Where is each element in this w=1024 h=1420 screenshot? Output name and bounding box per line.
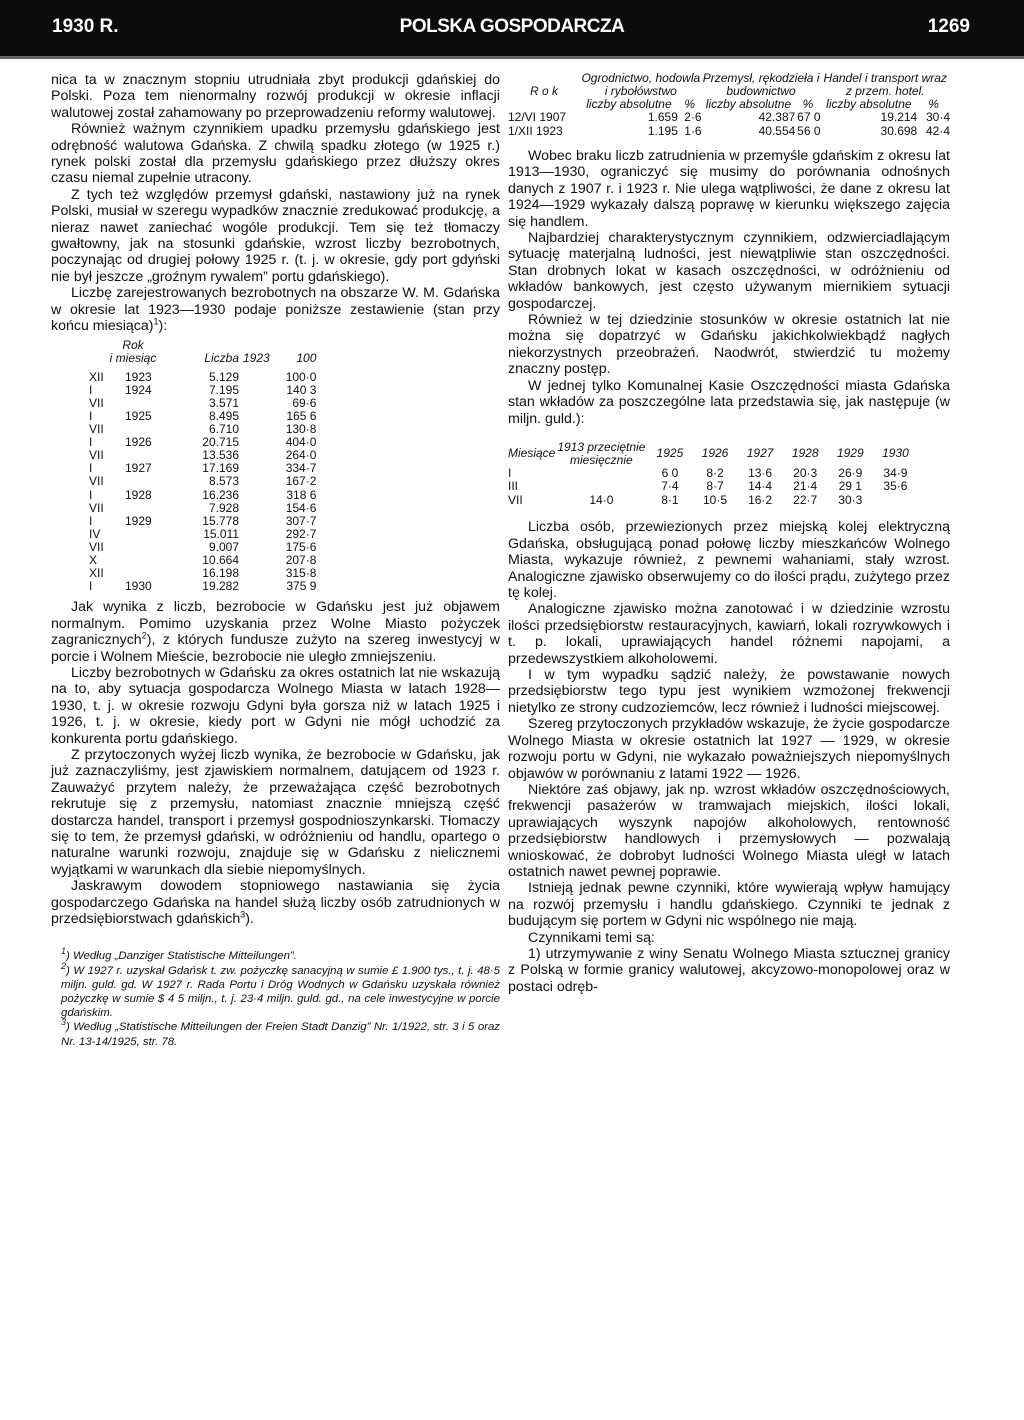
table-cell: 165 6 [286, 408, 317, 423]
col-miesiace: Miesiące [508, 446, 556, 461]
table-cell: XII [89, 369, 104, 384]
table-cell: 16·2 [748, 492, 773, 507]
table-cell: 42.387 [758, 110, 796, 124]
table-cell: 29 1 [838, 479, 862, 494]
table-cell: 1/XII 1923 [508, 123, 563, 138]
table-row [89, 489, 316, 502]
footnotes [61, 946, 500, 1048]
table-cell: VII [89, 539, 104, 554]
col-year: 1925 [656, 446, 684, 461]
table-row [89, 410, 316, 423]
footnote: $^2$) W 1927 r. uzyskał Gdańsk t. zw. pożyczkę sanacyjną w sumie £ 1.900 tys., t. j. 48·5 miljn. guld. gd. W 1927 r. Rada Portu i Dróg Wodnych w Gdańsku uzyskała również pożyczkę w sumie $ 4 5 miljn., t. j. 23·4 miljn. guld. gd., na cele inwestycyjne w porcie gdańskim. [61, 960, 500, 1020]
table-cell: 8·7 [706, 479, 724, 494]
table-cell: 375 9 [286, 579, 317, 594]
table-row [89, 475, 316, 488]
table-row [508, 480, 918, 494]
table-row [89, 462, 316, 475]
unemployment-table [89, 339, 316, 594]
footnote-ref: 3 [240, 909, 246, 920]
paragraph: I w tym wypadku sądzić należy, że powstawanie nowych przedsiębiorstw tego typu jest wynikiem wzmożonej frekwencji nietylko ze strony cudzoziemców, lecz również i ludności miejscowej. [508, 667, 950, 716]
table-cell: 1923 [125, 369, 152, 384]
paragraph: 1) utrzymywanie z winy Senatu Wolnego Miasta sztucznej granicy z Polską w formie granicy walutowej, akcyzowo-monopolowej oraz w postaci odręb- [508, 945, 950, 995]
paragraph: Z przytoczonych wyżej liczb wynika, że bezrobocie w Gdańsku, jak już zaznaczyliśmy, jest zjawiskiem normalnem, datującem od 1923 r. Zauważyć przytem należy, że przeważająca część bezrobotnych rekrutuje się z przemysłu, natomiast znacznie mniejszą część dostarcza handel, transport i przemysł gospodnioszynkarski. Tłomaczy się to tem, że przemysł gdański, w odróżnieniu od handlu, opartego o naturalne warunki rozwoju, znajduje się w Gdańsku z nielicznemi wyjątkami w warunkach dla siebie niepomyślnych. [51, 746, 500, 878]
table-cell: 7.195 [208, 382, 239, 397]
table-cell: 7·4 [661, 479, 679, 494]
table-row [508, 467, 918, 481]
table-cell: 1927 [125, 461, 152, 476]
table-cell: 12/VI 1907 [508, 110, 567, 124]
col-year: 1927 [746, 446, 774, 461]
table-cell: III [508, 479, 519, 494]
table-cell: VII [89, 422, 104, 437]
table-cell: 1925 [125, 408, 152, 423]
paragraph: Istnieją jednak pewne czynniki, które wywierają wpływ hamujący na rozwój przemysłu i handlu gdańskiego. Czynniki te jednak z budującym się portem w Gdyni nic wspólnego nie mają. [508, 880, 950, 930]
col-liczba: Liczba [204, 350, 239, 365]
col-pct: % [684, 97, 696, 111]
table-cell: 1929 [125, 513, 152, 528]
table-cell: 34·9 [883, 465, 908, 480]
footnote: $^3$) Według „Statistische Mitteilungen der Freien Stadt Danzig” Nr. 1/1922, str. 3 i 5 oraz Nr. 13-14/1925, str. 78. [61, 1017, 500, 1048]
right-column [508, 72, 950, 995]
table-cell: 404·0 [285, 435, 317, 450]
col-rok: R o k [529, 84, 558, 98]
table-cell: 9.007 [208, 539, 239, 554]
table-cell: 264·0 [285, 448, 317, 463]
table-cell: VII [508, 492, 523, 507]
table-cell: I [508, 465, 512, 480]
table-row [89, 384, 316, 397]
table-row [89, 515, 316, 528]
paragraph: Również w tej dziedzinie stosunków w okresie ostatnich lat nie można się dopatrzyć w Gdańsku jakichkolwiekbądź nagłych niekorzystnych przeobrażeń. Naodwrót, stwierdzić tu możemy znaczny postęp. [508, 312, 950, 378]
col-1913: 1913 przeciętnie miesięcznie [557, 439, 646, 467]
col-ogrodnictwo: Ogrodnictwo, hodowla i rybołówstwo [581, 71, 701, 98]
col-pct: % [928, 97, 939, 111]
paragraph: Szereg przytoczonych przykładów wskazuje, że życie gospodarcze Wolnego Miasta w okresie ostatnich lat 1927 — 1929, w okresie rozwoju portu w Gdyni, nie wykazało poważniejszych niepomyślnych objawów w porównaniu z latami 1922 — 1926. [508, 716, 950, 782]
table-cell: 1924 [125, 382, 152, 397]
table-cell: 15.778 [202, 513, 239, 528]
employment-table [508, 72, 950, 138]
table-cell: 20·3 [793, 465, 818, 480]
table-cell: 8·2 [706, 465, 724, 480]
table-cell: VII [89, 474, 104, 489]
table-row [89, 371, 316, 384]
table-cell: 13·6 [748, 465, 773, 480]
paragraph: Najbardziej charakterystycznym czynnikiem, odzwierciadlającym sytuację materjalną ludności, jest niewątpliwie stan oszczędności. Stan drobnych lokat w kasach oszczędności, w odróżnieniu od wkładów bankowych, jest często używanym miernikiem sytuacji gospodarczej. [508, 230, 950, 312]
paragraph: Wobec braku liczb zatrudnienia w przemyśle gdańskim z okresu lat 1913—1930, ograniczyć się musimy do porównania odnośnych danych z 1907 r. i 1923 r. Nie ulega wątpliwości, że dane z okresu lat 1924—1929 wykazały dalszą poprawę w kierunku większego zajęcia się handlem. [508, 148, 950, 230]
table-cell: 8.495 [208, 408, 239, 423]
paragraph: Liczbę zarejestrowanych bezrobotnych na obszarze W. M. Gdańska w okresie lat 1923—1930 podaje poniższe zestawienie (stan przy końcu miesiąca)$^1$): [51, 285, 500, 335]
table-cell [873, 494, 918, 508]
table-cell: 10·5 [702, 492, 728, 507]
col-year: 1929 [836, 446, 864, 461]
year-label: 1930 R. [52, 16, 119, 37]
table-cell: 16.198 [202, 566, 239, 581]
header-divider [0, 56, 1024, 59]
paragraph: Liczby bezrobotnych w Gdańsku za okres ostatnich lat nie wskazują na to, aby sytuacja gospodarcza Wolnego Miasta w latach 1928—1930, t. j. w okresie rozwoju Gdyni była gorsza niż w latach 1925 i 1926, t. j. w okresie, kiedy port w Gdyni nie mógł uchodzić za konkurenta portu gdańskiego. [51, 664, 500, 747]
table-cell: I [89, 408, 93, 423]
table-cell: 1·6 [684, 123, 702, 138]
footnote: $^1$) Według „Danziger Statistische Mitteilungen”. [61, 946, 297, 963]
table-cell: 1928 [125, 487, 152, 502]
table-cell: 14·0 [589, 492, 614, 507]
table-cell [125, 554, 177, 567]
table-cell: 7.928 [208, 500, 239, 515]
col-liczby: liczby absolutne [586, 97, 672, 111]
paragraph: Z tych też względów przemysł gdański, nastawiony już na rynek Polski, musiał w szeregu wypadków znacznie zredukować produkcję, a nieraz nawet zaniechać wogóle produkcji. Tem się też tłomaczy gwałtowny, jak na stosunki gdańskie, wzrost liczby bezrobotnych, poczynając od drugiej połowy 1925 r. (t. j. w okresie, gdy port gdyński nie był jeszcze „groźnym rywalem” portu gdańskiego). [51, 186, 500, 285]
table-cell: 175·6 [285, 539, 317, 554]
table-cell: IV [89, 526, 101, 541]
table-cell: 307·7 [285, 513, 317, 528]
left-column [51, 72, 500, 1049]
table-cell: 35·6 [883, 479, 908, 494]
col-liczby: liczby absolutne [705, 97, 792, 111]
table-cell: 56 0 [797, 123, 821, 138]
table-cell: 167·2 [285, 474, 317, 489]
col-year: 1928 [791, 446, 819, 461]
paragraph: nica ta w znacznym stopniu utrudniała zbyt produkcji gdańskiej do Polski. Poza tem nienormalny rozwój produkcji w okresie inflacji walutowej został zahamowany po przeprowadzeniu reformy walutowej. [51, 72, 500, 121]
table-cell: 69·6 [292, 395, 317, 410]
table-cell: 15.011 [203, 526, 239, 541]
table-cell: 207·8 [285, 553, 317, 567]
page-header [0, 0, 1024, 56]
table-cell: 67 0 [797, 110, 821, 124]
table-cell: 3.571 [208, 395, 239, 410]
footnote-ref: 1 [153, 316, 159, 327]
table-cell: 21·4 [793, 479, 818, 494]
table-cell: I [89, 382, 93, 397]
table-cell: I [89, 461, 93, 476]
col-year: 1926 [701, 446, 729, 461]
table-cell: 100·0 [285, 369, 317, 384]
table-row [508, 111, 950, 125]
col-liczby: liczby absolutne [826, 97, 912, 111]
table-cell: 42·4 [925, 123, 950, 138]
table-cell: 1.195 [647, 123, 678, 138]
table-cell: 130·8 [285, 422, 317, 437]
table-row [89, 397, 316, 410]
table-cell: 292·7 [285, 526, 317, 541]
table-cell [555, 467, 647, 481]
table-cell [555, 480, 647, 494]
table-cell: 22·7 [793, 492, 818, 507]
table-cell: VII [89, 448, 104, 463]
table-cell: I [89, 579, 93, 594]
table-row [508, 125, 950, 139]
table-cell: 8·1 [661, 492, 679, 507]
table-cell: 40.554 [758, 123, 796, 138]
table-cell: 19.282 [202, 579, 239, 594]
journal-title: POLSKA GOSPODARCZA [399, 16, 625, 37]
table-cell: VII [89, 500, 104, 515]
paragraph: Czynnikami temi są: [528, 929, 655, 946]
page-number: 1269 [927, 16, 970, 37]
paragraph: Również ważnym czynnikiem upadku przemysłu gdańskiego jest odrębność walutowa Gdańska. Z chwilą spadku złotego (w 1925 r.) rynek polski został dla przemysłu gdańskiego przez dłuższy okres czasu niemal zupełnie utracony. [51, 121, 500, 187]
table-cell: 334·7 [285, 461, 317, 476]
table-cell: I [89, 487, 93, 502]
col-przemysl: Przemysł, rękodzieła i budownictwo [702, 71, 820, 98]
paragraph: Jak wynika z liczb, bezrobocie w Gdańsku jest już objawem normalnym. Pomimo uzyskania przez Wolne Miasto pożyczek zagranicznych$^2$), z których fundusze zużyto na szereg inwestycyj w porcie i Wolnem Mieście, bezrobocie nie uległo zmniejszeniu. [51, 599, 500, 665]
table-cell [125, 541, 177, 554]
table-row [89, 580, 316, 593]
col-index: 1923 100 [243, 350, 317, 365]
table-cell [125, 397, 177, 410]
table-row [89, 528, 316, 541]
table-cell: 10.664 [202, 553, 239, 567]
table-cell: 17.169 [202, 461, 239, 476]
table-cell: 30·3 [838, 492, 863, 507]
table-cell: 1930 [125, 579, 152, 594]
table-cell [125, 528, 177, 541]
table-cell: 19.214 [880, 110, 918, 124]
table-cell: 14·4 [748, 479, 773, 494]
table-cell: 2·6 [684, 110, 702, 124]
table-cell: 13.536 [202, 448, 239, 463]
table-cell: 315·8 [285, 566, 317, 581]
paragraph: Liczba osób, przewiezionych przez miejską kolej elektryczną Gdańska, obsługującą ponad połowę liczby mieszkańców Wolnego Miasta, wykazuje również, z pewnemi wahaniami, stały wzrost. Analogiczne zjawisko obserwujemy co do ilości prądu, zużytego przez tę kolej. [508, 519, 950, 602]
paragraph: Jaskrawym dowodem stopniowego nastawiania się życia gospodarczego Gdańska na handel służą liczby osób zatrudnionych w przedsiębiorstwach gdańskich$^3$). [51, 878, 500, 927]
table-cell: 26·9 [838, 465, 863, 480]
table-cell: X [89, 553, 98, 567]
col-rok-miesiac: Rok i miesiąc [109, 337, 157, 365]
table-cell: 6 0 [661, 465, 679, 480]
table-cell: 30.698 [880, 123, 918, 138]
table-cell: 1926 [125, 435, 152, 450]
table-cell: 140 3 [286, 382, 317, 397]
table-cell: 5.129 [208, 369, 239, 384]
table-cell: I [89, 435, 93, 450]
table-cell [125, 502, 177, 515]
table-cell: 8.573 [208, 474, 239, 489]
table-cell: 30·4 [925, 110, 950, 124]
table-cell: I [89, 513, 93, 528]
paragraph: W jednej tylko Komunalnej Kasie Oszczędności miasta Gdańska stan wkładów za poszczególne lata przedstawia się, jak następuje (w miljn. guld.): [508, 377, 950, 427]
table-cell: 1.659 [647, 110, 678, 124]
footnote-ref: 2 [141, 630, 147, 641]
table-row [508, 494, 918, 508]
table-cell: VII [89, 395, 104, 410]
table-cell: 318 6 [286, 487, 317, 502]
table-cell: 6.710 [208, 422, 239, 437]
table-cell: 20.715 [202, 435, 239, 450]
paragraph: Analogiczne zjawisko można zanotować i w dziedzinie wzrostu ilości przedsiębiorstw restauracyjnych, kawiarń, lokali rozrywkowych i t. p. lokali, uprawiających handel różnemi napojami, a przedewszystkiem alkoholowemi. [508, 601, 950, 667]
table-cell: 16.236 [202, 487, 239, 502]
col-year: 1930 [882, 446, 909, 461]
col-handel: Handel i transport wraz z przem. hotel. [823, 71, 947, 98]
table-row [89, 502, 316, 515]
paragraph: Niektóre zaś objawy, jak np. wzrost wkładów oszczędnościowych, frekwencji pasażerów w tramwajach miejskich, ilości lokali, uprawiających wyszynk napojów alkoholowych, rentowność przedsiębiorstw handlowych i przemysłowych — pozwalają wnioskować, że dobrobyt ludności Wolnego Miasta uległ w latach ostatnich nawet pewnej poprawie. [508, 781, 950, 880]
savings-table [508, 441, 918, 508]
col-pct: % [802, 97, 814, 111]
table-cell [125, 475, 177, 488]
table-cell: XII [89, 566, 104, 581]
table-cell: 154·6 [285, 500, 317, 515]
